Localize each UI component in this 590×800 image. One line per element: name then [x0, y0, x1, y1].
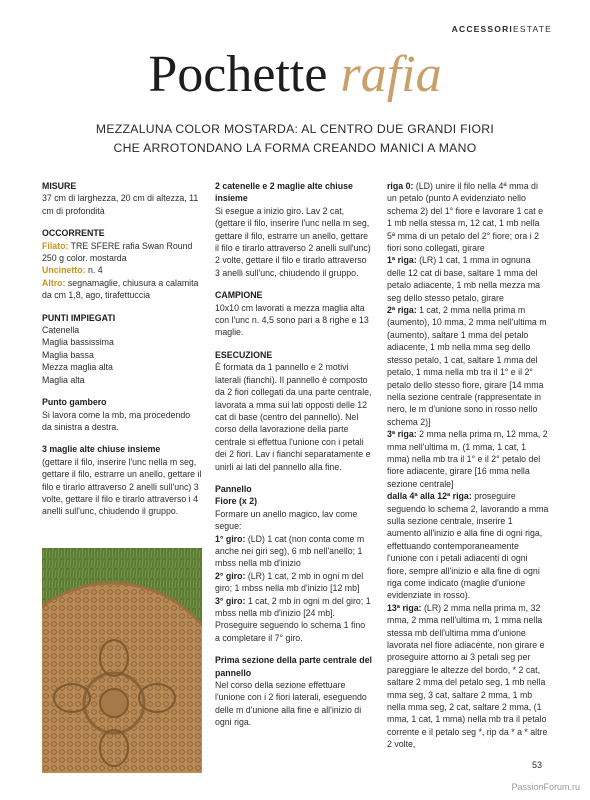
altro-label: Altro: [42, 277, 66, 288]
due-catenelle-text: Si esegue a inizio giro. Lav 2 cat, (gettare il filo, inserire l'unc nella m seg, gettare il filo, estrarre un anello, gettare il filo e tirarlo attraverso 2 anelli sull'unc) 2 volte, gettare il filo e tirarlo attraverso 3 anelli sull'unc, chiudendo il gruppo. [215, 205, 371, 278]
filato-text: TRE SFERE rafia Swan Round 250 g color. mostarda [42, 240, 193, 264]
section-punti [42, 312, 202, 386]
fiore-text: Formare un anello magico, lav come segue: [215, 508, 358, 532]
column-2 [215, 180, 372, 739]
campione-heading: CAMPIONE [215, 290, 263, 301]
riga-1 [387, 254, 549, 304]
riga-2 [387, 304, 549, 428]
section-due-catenelle [215, 180, 372, 279]
page-title [0, 44, 590, 106]
punti-item: Maglia alta [42, 374, 85, 385]
punti-item: Maglia bassissima [42, 337, 114, 348]
section-campione [215, 289, 372, 339]
watermark: PassionForum.ru [511, 782, 580, 792]
campione-text: 10x10 cm lavorati a mezza maglia alta con l'unc n. 4,5 sono pari a 8 righe e 13 maglie. [215, 302, 369, 338]
riga-1-text: (LR) 1 cat, 1 mma in ognuna delle 12 cat di base, saltare 1 mma del petalo adiacente, 1 mb nella mezza ma seg dello stesso petalo, girare [387, 255, 541, 303]
riga-13-text: (LR) 2 mma nella prima m, 32 mma, 2 mma nell'ultima m, 1 mma nella stessa mb dell'ultima mma d'unione lavorata nel fiore adiacente, non girare e proseguire attorno ai 3 petali seg per pareggiare le altezze del bordo, * 2 cat, saltare 2 mma del petalo seg, 1 mb nella mma seg, 3 cat, saltare 2 mma, 1 mb nella mma seg, 2 cat, saltare 2 mma, (1 mma, 1 cat, 1 mma) nella mb tra il petalo corrente e il petalo seg *, rip da * a * altre 2 volte, [387, 602, 548, 750]
riga-0-label: riga 0: [387, 181, 414, 191]
tre-maglie-heading: 3 maglie alte chiuse insieme [42, 444, 161, 455]
riga-4-12 [387, 490, 549, 602]
prima-sezione-text: Nel corso della sezione effettuare l'unione con i 2 fiori laterali, eseguendo delle m d'unione alla fine e all'inizio di ogni riga. [215, 680, 367, 728]
misure-heading: MISURE [42, 181, 77, 191]
riga-13 [387, 602, 549, 751]
riga-3-text: 2 mma nella prima m, 12 mma, 2 mma nell'ultima m, (1 mma, 1 cat, 1 mma) nella mb tra il 1° e il 2° petalo del fiore adiacente, girare [16 mma nella sezione centrale] [387, 429, 548, 489]
giro-1 [215, 533, 372, 570]
uncinetto-label: Uncinetto: [42, 265, 86, 276]
uncinetto-text: n. 4 [85, 265, 103, 276]
section-tag: ACCESSORIESTATE [451, 24, 552, 34]
riga-0-text: (LD) unire il filo nella 4ª mma di un petalo (punto A evidenziato nello schema 2) del 1° fiore e lavorare 1 cat e 1 mb nella stessa m, 12 cat, 1 mb nella 5ª mma di un petalo del 2° fiore; ora i 2 fiori sono collegati, girare [387, 181, 544, 254]
misure-text: 37 cm di larghezza, 20 cm di altezza, 11 cm di profondità [42, 193, 199, 216]
subtitle-line-2: CHE ARROTONDANO LA FORMA CREANDO MANICI A MANO [113, 141, 477, 155]
product-photo [42, 548, 202, 773]
subtitle [60, 120, 530, 158]
riga-4-12-label: dalla 4ª alla 12ª riga: [387, 491, 472, 502]
punti-heading: PUNTI IMPIEGATI [42, 312, 116, 323]
altro-text: segnamaglie, chiusura a calamita da cm 1,8, ago, tirafettuccia [42, 277, 199, 301]
column-3 [387, 180, 549, 751]
riga-0 [387, 180, 549, 254]
proseguire-text: Proseguire seguendo lo schema 1 fino a completare il 7° giro. [215, 620, 366, 643]
giro-3-label: 3° giro: [215, 595, 246, 606]
title-main: Pochette [148, 46, 328, 103]
section-tre-maglie [42, 443, 202, 517]
gambero-heading: Punto gambero [42, 397, 107, 408]
esecuzione-heading: ESECUZIONE [215, 349, 273, 360]
raffia-pouch-image [42, 548, 202, 773]
pannello-heading: Pannello [215, 483, 252, 494]
occorrente-heading: OCCORRENTE [42, 228, 105, 239]
column-1 [42, 180, 202, 528]
riga-4-12-text: proseguire seguendo lo schema 2, lavorando a mma sulla sezione centrale, inserire 1 aumento all'inizio e alla fine di ogni riga, effettuando contemporaneamente l'unione con i petali adiacenti di ogni fiore, sempre all'inizio e alla fine di ogni riga come indicato (maglie d'unione evidenziate in rosso). [387, 491, 549, 601]
riga-13-label: 13ª riga: [387, 602, 422, 613]
riga-2-text: 1 cat, 2 mma nella prima m (aumento), 10 mma, 2 mma nell'ultima m (aumento), saltare 1 mma del petalo adiacente, 1 mb nella mma seg dello stesso petalo, 1 cat, saltare 1 mma del petalo, 1 mma nella mb tra il 1° e il 2° petalo dello stesso fiore, girare [14 mma nella sezione centrale (rappresentate in nero, le m d'unione sono in rosso nello schema 2)] [387, 305, 547, 427]
due-catenelle-heading: 2 catenelle e 2 maglie alte chiuse insieme [215, 181, 353, 204]
punti-item: Mezza maglia alta [42, 362, 113, 373]
giro-2-label: 2° giro: [215, 570, 246, 581]
gambero-text: Si lavora come la mb, ma procedendo da sinistra a destra. [42, 409, 191, 432]
section-misure [42, 180, 202, 217]
esecuzione-text: È formata da 1 pannello e 2 motivi laterali (fianchi). Il pannello è composto da 2 fiori collegati da una parte centrale, lavorata a mma sui lati opposti delle 12 cat di base (centro del pannello). Nel corso della lavorazione della parte centrale si effettua l'unione con i petali dei 2 fiori. Lav i fianchi separatamente e unirli ai lati del pannello alla fine. [215, 362, 372, 472]
section-pannello [215, 483, 372, 644]
altro-line [42, 277, 202, 302]
punti-item: Maglia bassa [42, 349, 94, 360]
section-occorrente [42, 227, 202, 301]
subtitle-line-1: MEZZALUNA COLOR MOSTARDA: AL CENTRO DUE GRANDI FIORI [95, 122, 495, 136]
giro-2-text: (LR) 1 cat, 2 mb in ogni m del giro; 1 mbss nella mb d'inizio [12 mb] [215, 570, 364, 594]
tre-maglie-text: (gettare il filo, inserire l'unc nella m seg, gettare il filo, estrarre un anello, gettare il filo e tirarlo attraverso 2 anelli sull'unc) 3 volte, gettare il filo e tirarlo attraverso i 4 anelli sull'unc, chiudendo il gruppo. [42, 456, 202, 517]
giro-2 [215, 570, 372, 595]
riga-3 [387, 428, 549, 490]
giro-1-text: (LD) 1 cat (non conta come m anche nei giri seg), 6 mb nell'anello; 1 mbss nella mb d'inizio [215, 533, 365, 569]
filato-label: Filato: [42, 240, 69, 251]
riga-3-label: 3ª riga: [387, 429, 417, 440]
title-accent: rafia [340, 46, 442, 103]
giro-1-label: 1° giro: [215, 533, 246, 544]
filato-line [42, 240, 202, 265]
riga-2-label: 2ª riga: [387, 305, 417, 316]
fiore-heading: Fiore (x 2) [215, 496, 258, 507]
riga-1-label: 1ª riga: [387, 255, 417, 266]
punti-item: Catenella [42, 325, 80, 336]
section-gambero [42, 396, 202, 433]
giro-3-text: 1 cat, 2 mb in ogni m del giro; 1 mbss nella mb d'inizio [24 mb]. [215, 595, 371, 618]
giro-3 [215, 595, 372, 620]
prima-sezione-heading: Prima sezione della parte centrale del pannello [215, 655, 372, 678]
uncinetto-line [42, 264, 202, 276]
section-esecuzione [215, 349, 372, 473]
section-prima-sezione [215, 654, 372, 728]
page-number: 53 [531, 760, 542, 770]
